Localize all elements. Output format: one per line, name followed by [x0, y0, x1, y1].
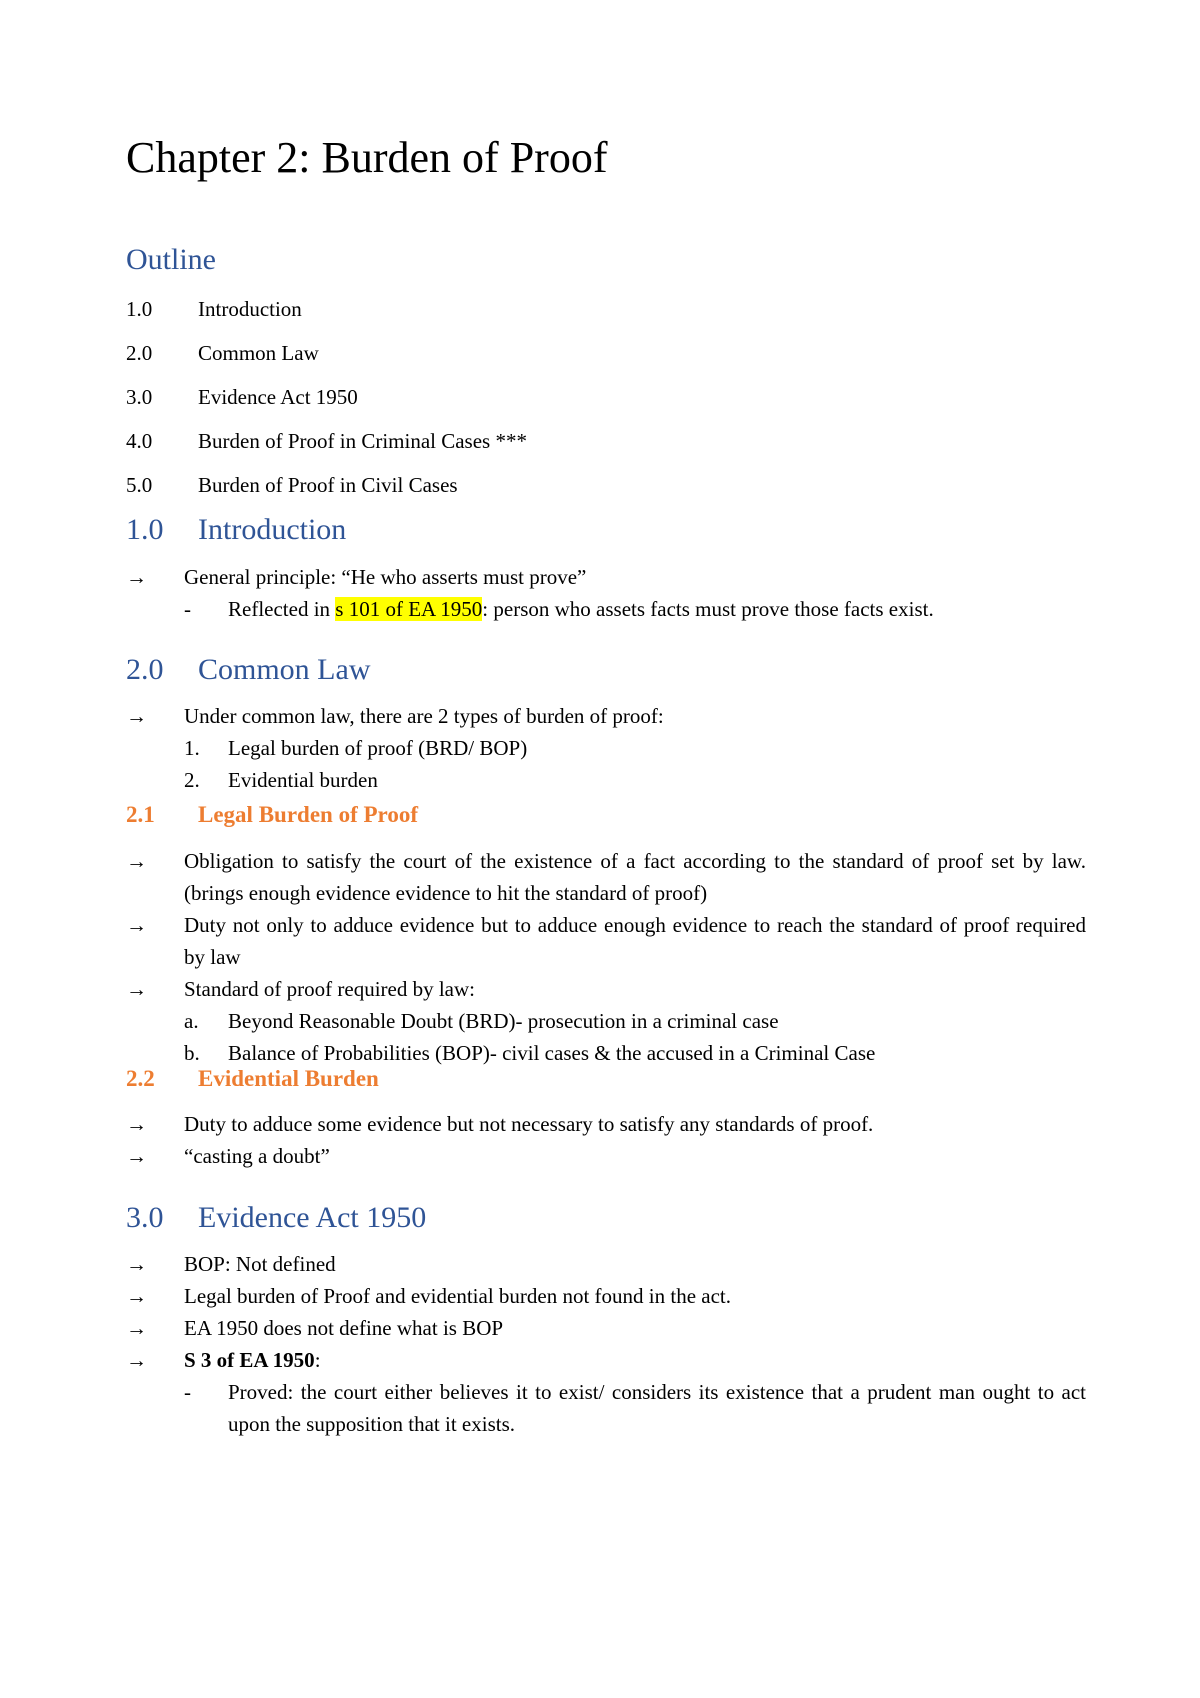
bullet-item [126, 700, 1086, 732]
bullet-item [126, 973, 1086, 1005]
arrow-bullet-icon: → [126, 1348, 147, 1372]
lettered-item [126, 1005, 1086, 1037]
section-number: 2.0 [126, 653, 164, 686]
lettered-item-text: Beyond Reasonable Doubt (BRD)- prosecution in a criminal case [228, 1009, 779, 1033]
bold-citation: S 3 of EA 1950 [184, 1348, 315, 1372]
arrow-bullet-icon: → [126, 1284, 147, 1308]
sub-bullet-text [228, 593, 1086, 625]
outline-item-number: 2.0 [126, 341, 153, 365]
sub-bullet-suffix: : person who assets facts must prove those facts exist. [482, 597, 934, 621]
sub-bullet-prefix: Reflected in [228, 597, 336, 621]
arrow-bullet-icon: → [126, 704, 147, 728]
highlighted-citation: s 101 of EA 1950 [335, 597, 483, 621]
legal-burden-body [126, 845, 1086, 1069]
bullet-text: General principle: “He who asserts must prove” [184, 565, 587, 589]
outline-list [126, 296, 527, 516]
subsection-number: 2.2 [126, 1066, 155, 1091]
arrow-bullet-icon: → [126, 565, 147, 589]
subsection-heading-evidential-burden [126, 1064, 379, 1094]
section-heading-evidence-act [126, 1198, 426, 1238]
sub-bullet-text: Proved: the court either believes it to exist/ considers its existence that a prudent man ought to act upon the supposition that it exists. [228, 1380, 1086, 1436]
section-number: 1.0 [126, 513, 164, 546]
dash-bullet-icon: - [184, 1380, 191, 1404]
outline-item [126, 428, 527, 472]
list-marker: b. [184, 1041, 200, 1065]
bullet-text: Duty to adduce some evidence but not necessary to satisfy any standards of proof. [184, 1112, 874, 1136]
bullet-text: Duty not only to adduce evidence but to adduce enough evidence to reach the standard of proof required by law [184, 913, 1086, 969]
citation-suffix: : [314, 1348, 321, 1372]
outline-item-number: 1.0 [126, 297, 153, 321]
section-number: 3.0 [126, 1201, 164, 1234]
bullet-item [126, 1344, 1086, 1376]
list-marker: 1. [184, 736, 200, 760]
section-title: Common Law [198, 653, 371, 686]
page-title: Chapter 2: Burden of Proof [126, 133, 608, 182]
bullet-text: BOP: Not defined [184, 1252, 336, 1276]
arrow-bullet-icon: → [126, 1252, 147, 1276]
common-law-body [126, 700, 1086, 796]
numbered-item-text: Legal burden of proof (BRD/ BOP) [228, 736, 528, 760]
bullet-item [126, 1312, 1086, 1344]
bullet-item [126, 1248, 1086, 1280]
outline-item-label: Evidence Act 1950 [198, 385, 358, 409]
subsection-heading-legal-burden [126, 800, 418, 830]
outline-item-number: 3.0 [126, 385, 153, 409]
subsection-number: 2.1 [126, 802, 155, 827]
section-heading-common-law [126, 650, 371, 690]
bullet-text: Obligation to satisfy the court of the existence of a fact according to the standard of proof set by law. (brings enough evidence evidence to hit the standard of proof) [184, 849, 1086, 905]
bullet-text: Under common law, there are 2 types of burden of proof: [184, 704, 664, 728]
outline-item-label: Burden of Proof in Civil Cases [198, 473, 458, 497]
bullet-text [184, 1344, 1086, 1376]
section-heading-introduction [126, 510, 346, 550]
sub-bullet-item [126, 1376, 1086, 1440]
subsection-title: Legal Burden of Proof [198, 802, 418, 827]
outline-item [126, 296, 527, 340]
numbered-item-text: Evidential burden [228, 768, 378, 792]
section-title: Introduction [198, 513, 347, 546]
arrow-bullet-icon: → [126, 1144, 147, 1168]
subsection-title: Evidential Burden [198, 1066, 379, 1091]
dash-bullet-icon: - [184, 597, 191, 621]
list-marker: 2. [184, 768, 200, 792]
lettered-item-text: Balance of Probabilities (BOP)- civil cases & the accused in a Criminal Case [228, 1041, 876, 1065]
outline-item-label: Introduction [198, 297, 302, 321]
arrow-bullet-icon: → [126, 1112, 147, 1136]
bullet-text: Legal burden of Proof and evidential burden not found in the act. [184, 1284, 732, 1308]
arrow-bullet-icon: → [126, 1316, 147, 1340]
section-title: Evidence Act 1950 [198, 1201, 427, 1234]
outline-heading: Outline [126, 243, 216, 276]
numbered-item [126, 764, 1086, 796]
bullet-item [126, 561, 1086, 593]
outline-item [126, 340, 527, 384]
outline-item-number: 4.0 [126, 429, 153, 453]
arrow-bullet-icon: → [126, 977, 147, 1001]
arrow-bullet-icon: → [126, 913, 147, 937]
outline-item-label: Burden of Proof in Criminal Cases *** [198, 429, 527, 453]
bullet-text: EA 1950 does not define what is BOP [184, 1316, 504, 1340]
outline-item-number: 5.0 [126, 473, 153, 497]
outline-item-label: Common Law [198, 341, 319, 365]
bullet-item [126, 1108, 1086, 1140]
sub-bullet-item [126, 593, 1086, 625]
bullet-item [126, 909, 1086, 973]
bullet-item [126, 845, 1086, 909]
numbered-item [126, 732, 1086, 764]
introduction-body [126, 561, 1086, 625]
arrow-bullet-icon: → [126, 849, 147, 873]
bullet-item [126, 1140, 1086, 1172]
list-marker: a. [184, 1009, 199, 1033]
bullet-text: Standard of proof required by law: [184, 977, 475, 1001]
outline-item [126, 384, 527, 428]
bullet-text: “casting a doubt” [184, 1144, 330, 1168]
evidence-act-body [126, 1248, 1086, 1440]
bullet-item [126, 1280, 1086, 1312]
evidential-burden-body [126, 1108, 1086, 1172]
